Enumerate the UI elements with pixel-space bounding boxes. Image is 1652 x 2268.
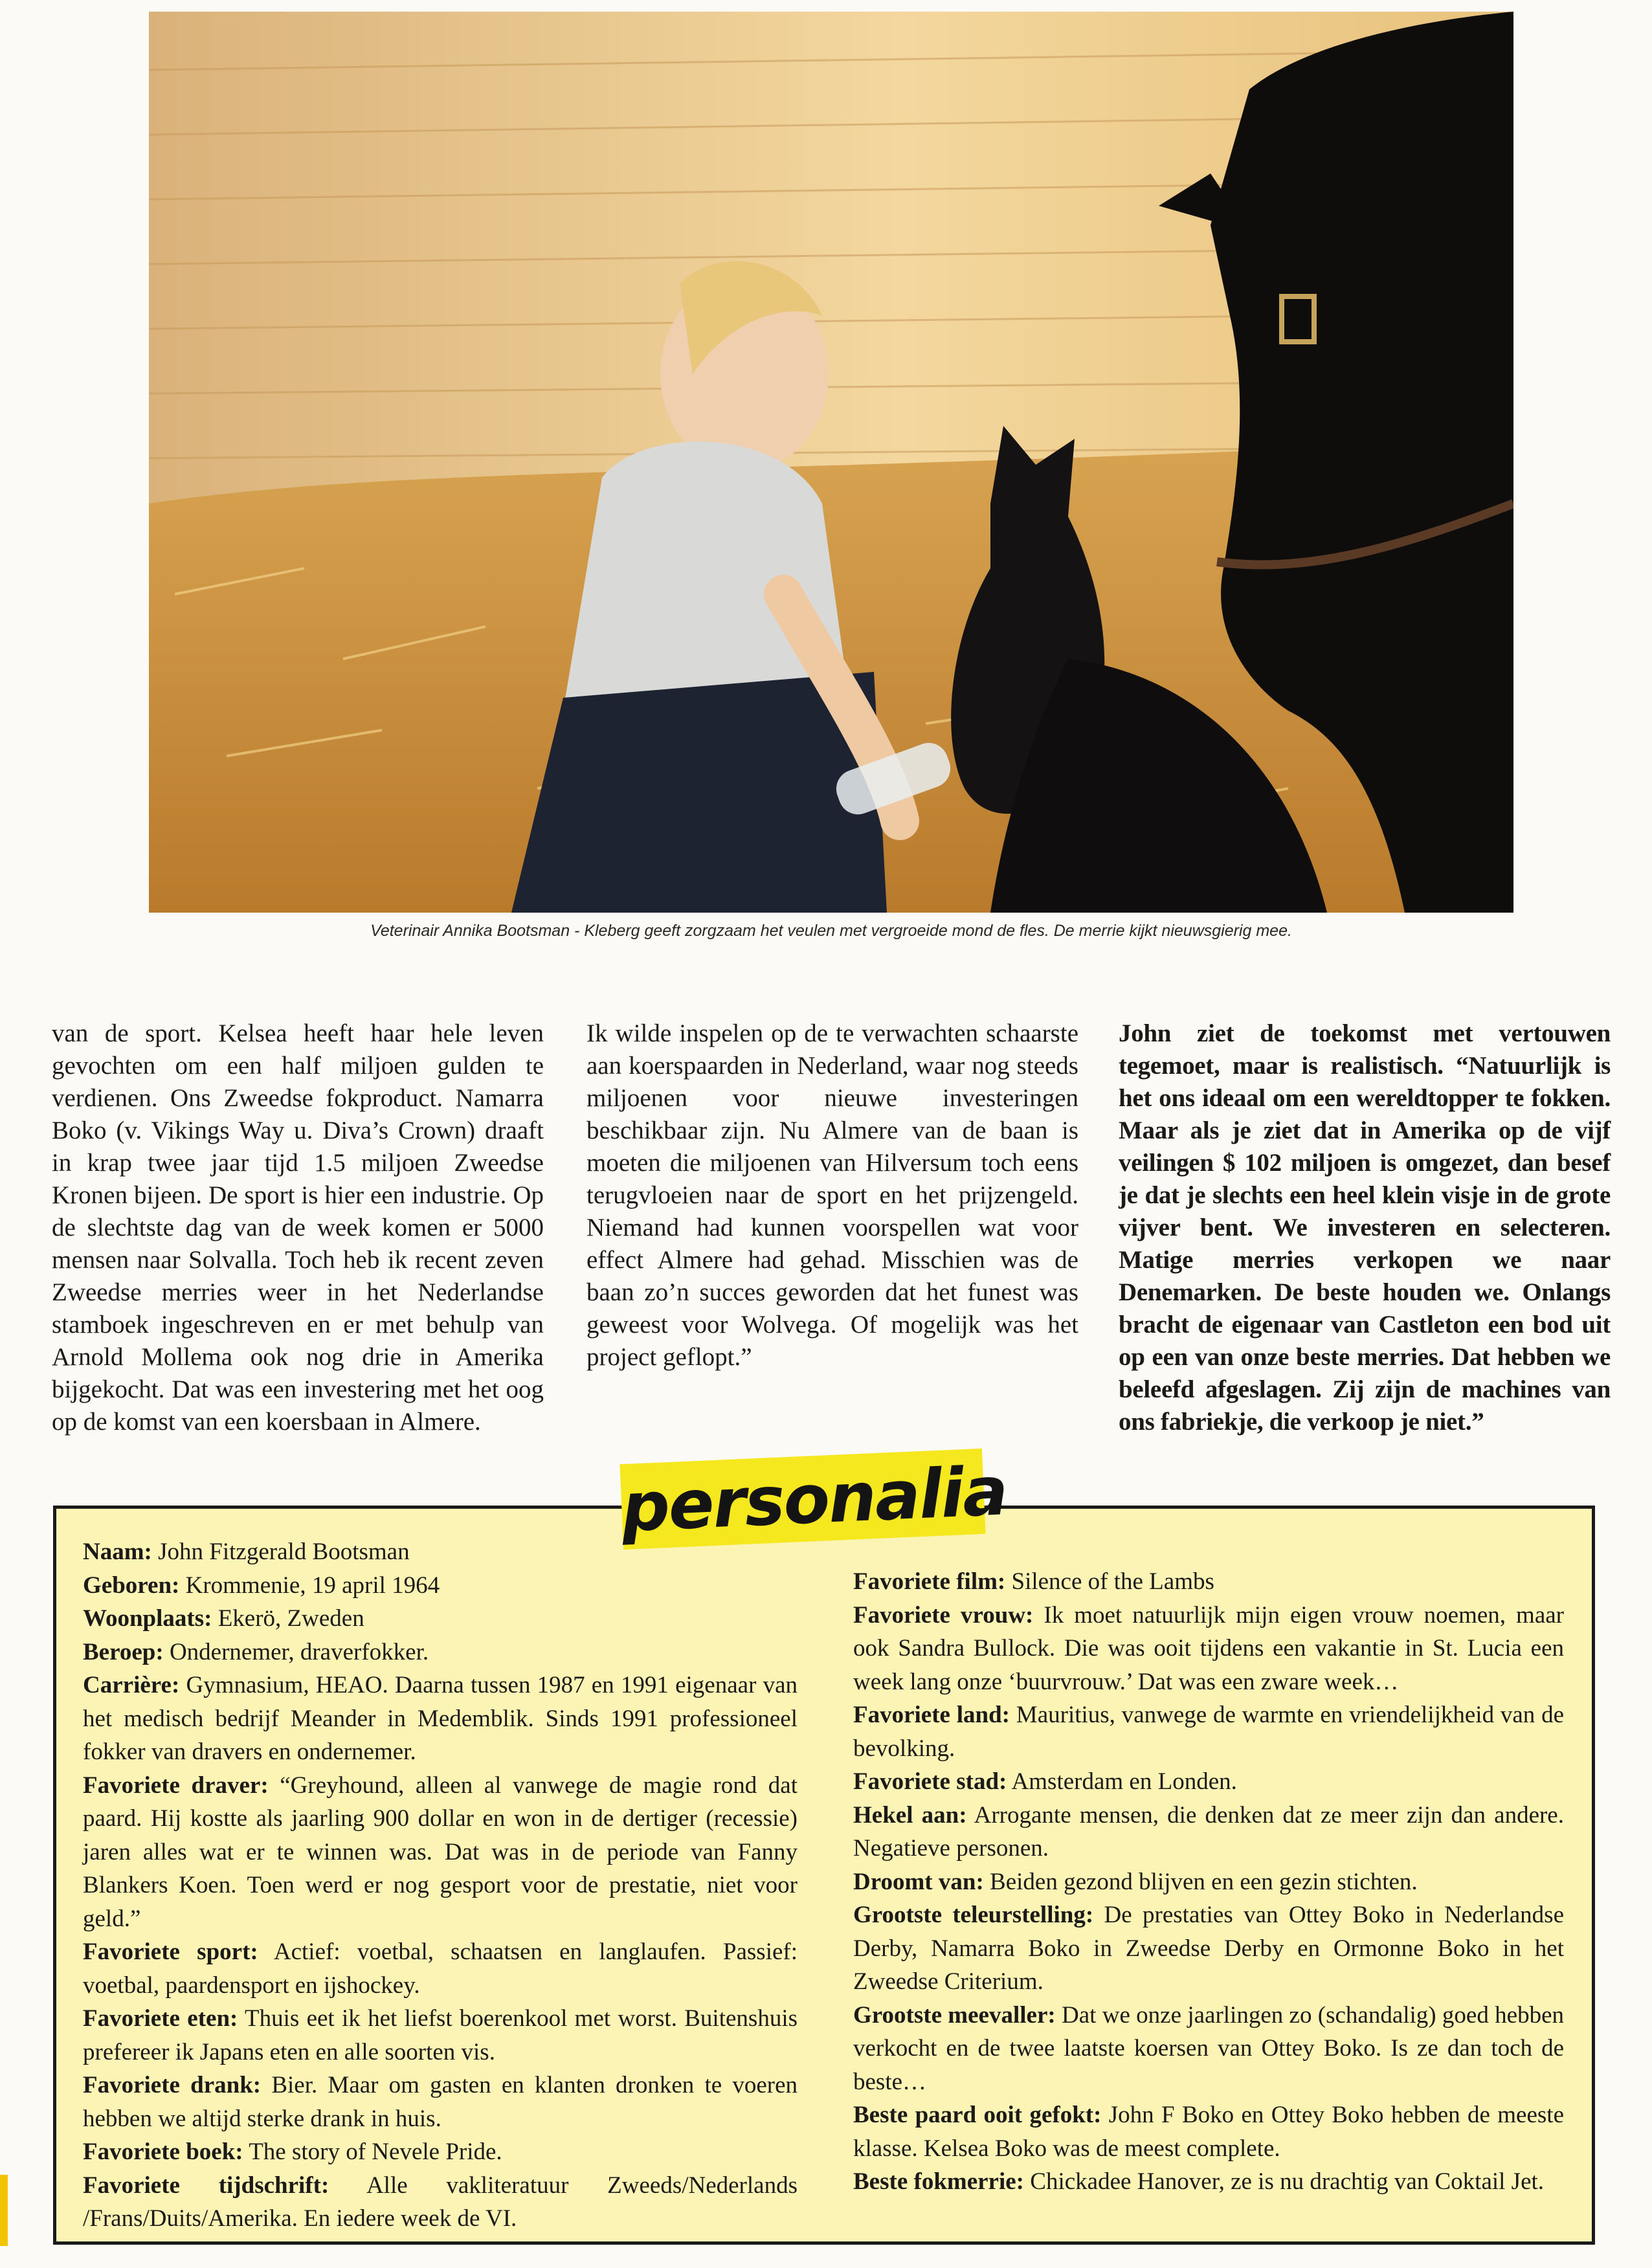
personalia-entry [853,1765,1564,1799]
personalia-entry [83,1935,798,2002]
personalia-entry [83,2169,798,2236]
personalia-label: Favoriete land: [853,1702,1010,1728]
personalia-right-column [853,1565,1564,2199]
personalia-label: Droomt van: [853,1868,984,1895]
personalia-entry [83,1535,798,1569]
personalia-value: De prestaties van Ottey Boko in Nederlandse Derby, Namarra Boko in Zweedse Derby en Ormonne Boko in het Zweedse Criterium. [853,1902,1564,1995]
personalia-label: Beroep: [83,1638,164,1665]
personalia-value: Ekerö, Zweden [212,1605,364,1632]
personalia-value: Beiden gezond blijven en een gezin stichten. [983,1868,1418,1895]
personalia-entry [853,1865,1564,1899]
personalia-label: Favoriete vrouw: [853,1601,1034,1629]
personalia-label: Favoriete sport: [83,1939,258,1965]
personalia-entry [853,1698,1564,1765]
personalia-label: Hekel aan: [853,1801,967,1829]
personalia-entry [853,2098,1564,2165]
personalia-value: Krommenie, 19 april 1964 [179,1572,440,1599]
personalia-label: Beste fokmerrie: [853,2168,1025,2195]
personalia-left-column [83,1535,798,2236]
personalia-entry [853,1565,1564,1599]
article-column-2: Ik wilde inspelen op de te verwachten schaarste aan koerspaarden in Nederland, waar nog steeds miljoenen voor nieuwe investeringen beschikbaar zijn. Nu Almere van de baan is moeten die miljoenen van Hilversum toch eens terugvloeien naar de sport en het prijzengeld. Niemand had kunnen voorspellen wat voor effect Almere had gehad. Misschien was de baan zo’n succes geworden dat het funest was geweest voor Wolvega. Of mogelijk was het project geflopt.” [586,1019,1078,1371]
photo-caption: Veterinair Annika Bootsman - Kleberg geeft zorgzaam het veulen met vergroeide mond de fles. De merrie kijkt nieuwsgierig mee. [370,922,1292,940]
personalia-entry [83,1602,798,1636]
personalia-value: Silence of the Lambs [1005,1568,1214,1595]
personalia-entry [83,2135,798,2169]
personalia-value: Amsterdam en Londen. [1007,1768,1237,1795]
personalia-label: Favoriete drank: [83,2072,262,2098]
personalia-entry [853,1599,1564,1699]
personalia-value: Chickadee Hanover, ze is nu drachtig van Coktail Jet. [1024,2168,1545,2195]
personalia-value: The story of Nevele Pride. [243,2139,502,2165]
personalia-label: Carrière: [83,1672,180,1698]
personalia-value: Thuis eet ik het liefst boerenkool met worst. Buitenshuis prefereer ik Japans eten en alle soorten vis. [83,2005,798,2065]
personalia-entry [83,2069,798,2135]
personalia-entry [853,1999,1564,2099]
personalia-label: Favoriete film: [853,1568,1006,1595]
personalia-value: Arrogante mensen, die denken dat ze meer zijn dan andere. Negatieve personen. [853,1801,1564,1862]
photo-illustration [149,12,1513,913]
personalia-entry [83,1769,798,1936]
personalia-value: Bier. Maar om gasten en klanten dronken te voeren hebben we altijd sterke drank in huis. [83,2072,798,2132]
personalia-label: Naam: [83,1539,152,1565]
page-edge-marker [0,2175,8,2246]
personalia-entry [83,1569,798,1603]
personalia-label: Favoriete tijdschrift: [83,2172,329,2199]
personalia-value: “Greyhound, alleen al vanwege de magie rond dat paard. Hij kostte als jaarling 900 dollar en won in de dertiger (recessie) jaren alles wat er te winnen was. Dat was in de periode van Fanny Blankers Koen. Toen werd er nog gesport voor de prestatie, niet voor geld.” [83,1772,798,1932]
article-column-3: John ziet de toekomst met vertouwen tegemoet, maar is realistisch. “Natuurlijk is het ons ideaal om een wereldtopper te fokken. Maar als je ziet dat in Amerika op de vijf veilingen $ 102 miljoen is omgezet, dan besef je dat je slechts een heel klein visje in de grote vijver bent. We investeren en selecteren. Matige merries verkopen we naar Denemarken. De beste houden we. Onlangs bracht de eigenaar van Castleton een bod uit op een van onze beste merries. Dat hebben we beleefd afgeslagen. Zij zijn de machines van ons fabriekje, die verkoop je niet.” [1119,1019,1611,1436]
personalia-entry [83,2002,798,2069]
personalia-title: personalia [620,1451,1009,1548]
personalia-entry [853,1799,1564,1865]
personalia-label: Grootste teleurstelling: [853,1902,1094,1928]
personalia-label: Grootste meevaller: [853,2001,1056,2029]
personalia-label: Favoriete eten: [83,2005,238,2032]
personalia-value: John F Boko en Ottey Boko hebben de meeste klasse. Kelsea Boko was de meest complete. [853,2102,1565,2162]
article-column-1: van de sport. Kelsea heeft haar hele leven gevochten om een half miljoen gulden te verdienen. Ons Zweedse fokproduct. Namarra Boko (v. Vikings Way u. Diva’s Crown) draaft in krap twee jaar tijd 1.5 miljoen Zweedse Kronen bijeen. De sport is hier een industrie. Op de slechtste dag van de week komen er 5000 mensen naar Solvalla. Toch heb ik recent zeven Zweedse merries weer in het Nederlandse stamboek ingeschreven en er met behulp van Arnold Mollema ook nog drie in Amerika bijgekocht. Dat was een investering met het oog op de komst van een koersbaan in Almere. [52,1019,544,1436]
personalia-label: Woonplaats: [83,1605,212,1632]
personalia-value: Mauritius, vanwege de warmte en vriendelijkheid van de bevolking. [853,1702,1564,1762]
personalia-label: Favoriete boek: [83,2139,243,2165]
personalia-entry [83,1636,798,1669]
personalia-value: Ik moet natuurlijk mijn eigen vrouw noemen, maar ook Sandra Bullock. Die was ooit tijdens een vakantie in St. Lucia een week lang onze ‘buurvrouw.’ Dat was een zware week… [853,1601,1565,1695]
personalia-entry [83,1669,798,1769]
personalia-value: Gymnasium, HEAO. Daarna tussen 1987 en 1991 eigenaar van het medisch bedrijf Meander in Medemblik. Sinds 1991 professioneel fokker van dravers en ondernemer. [83,1672,798,1765]
personalia-label: Favoriete draver: [83,1772,269,1799]
personalia-value: Dat we onze jaarlingen zo (schandalig) goed hebben verkocht en de twee laatste koersen van Ottey Boko. Is ze dan toch de beste… [853,2001,1565,2095]
personalia-title-banner [620,1449,1009,1550]
personalia-entry [853,2165,1564,2199]
personalia-label: Geboren: [83,1572,180,1599]
personalia-label: Beste paard ooit gefokt: [853,2102,1102,2128]
personalia-value: John Fitzgerald Bootsman [151,1539,410,1565]
personalia-value: Actief: voetbal, schaatsen en langlaufen. Passief: voetbal, paardensport en ijshockey. [83,1939,798,1999]
stable-photo [149,12,1513,913]
personalia-value: Ondernemer, draverfokker. [163,1638,429,1665]
personalia-entry [853,1898,1564,1999]
personalia-label: Favoriete stad: [853,1768,1007,1795]
personalia-value: Alle vakliteratuur Zweeds/Nederlands /Frans/Duits/Amerika. En iedere week de VI. [83,2172,798,2232]
